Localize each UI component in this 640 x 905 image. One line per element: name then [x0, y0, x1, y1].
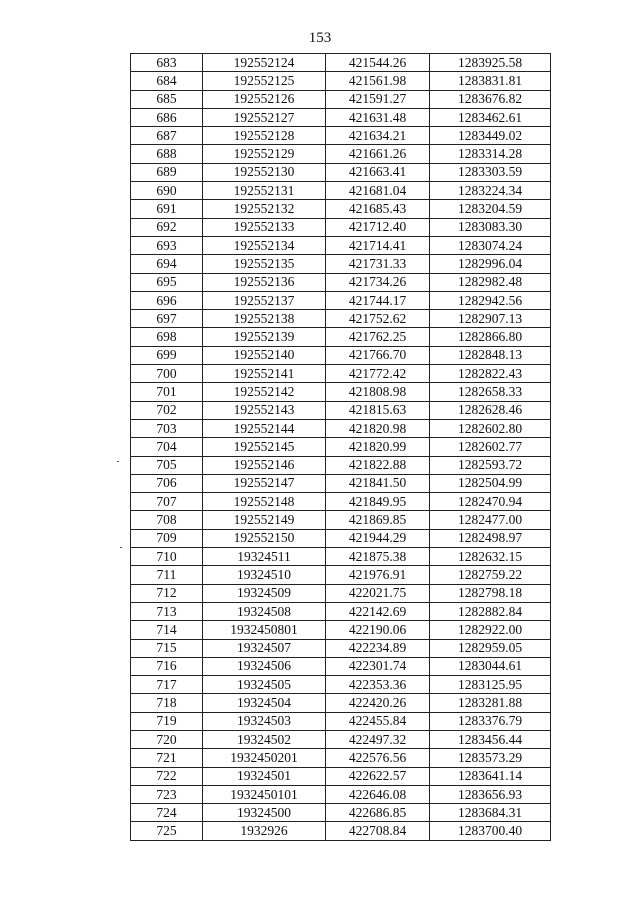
table-row — [131, 236, 551, 254]
table-row — [131, 584, 551, 602]
x-coordinate-cell: 421544.26 — [326, 54, 430, 72]
x-coordinate-cell: 422686.85 — [326, 804, 430, 822]
y-coordinate-cell: 1282602.80 — [430, 419, 551, 437]
row-number-cell: 685 — [131, 90, 203, 108]
x-coordinate-cell: 421663.41 — [326, 163, 430, 181]
y-coordinate-cell: 1282632.15 — [430, 548, 551, 566]
y-coordinate-cell: 1282922.00 — [430, 621, 551, 639]
x-coordinate-cell: 421875.38 — [326, 548, 430, 566]
row-number-cell: 713 — [131, 602, 203, 620]
row-number-cell: 702 — [131, 401, 203, 419]
point-id-cell: 192552137 — [203, 291, 326, 309]
y-coordinate-cell: 1283376.79 — [430, 712, 551, 730]
y-coordinate-cell: 1283456.44 — [430, 730, 551, 748]
x-coordinate-cell: 421820.98 — [326, 419, 430, 437]
x-coordinate-cell: 421734.26 — [326, 273, 430, 291]
table-row — [131, 804, 551, 822]
row-number-cell: 711 — [131, 566, 203, 584]
point-id-cell: 192552142 — [203, 383, 326, 401]
x-coordinate-cell: 421822.88 — [326, 456, 430, 474]
row-number-cell: 693 — [131, 236, 203, 254]
y-coordinate-cell: 1282959.05 — [430, 639, 551, 657]
table-row — [131, 657, 551, 675]
row-number-cell: 695 — [131, 273, 203, 291]
point-id-cell: 192552144 — [203, 419, 326, 437]
point-id-cell: 192552135 — [203, 255, 326, 273]
table-row — [131, 730, 551, 748]
table-row — [131, 328, 551, 346]
row-number-cell: 687 — [131, 127, 203, 145]
row-number-cell: 704 — [131, 438, 203, 456]
x-coordinate-cell: 421772.42 — [326, 365, 430, 383]
point-id-cell: 192552146 — [203, 456, 326, 474]
point-id-cell: 19324504 — [203, 694, 326, 712]
x-coordinate-cell: 422190.06 — [326, 621, 430, 639]
table-row — [131, 676, 551, 694]
point-id-cell: 192552131 — [203, 182, 326, 200]
row-number-cell: 698 — [131, 328, 203, 346]
table-row — [131, 291, 551, 309]
table-row — [131, 639, 551, 657]
scan-speck — [117, 461, 119, 462]
point-id-cell: 192552134 — [203, 236, 326, 254]
x-coordinate-cell: 421744.17 — [326, 291, 430, 309]
x-coordinate-cell: 421631.48 — [326, 108, 430, 126]
y-coordinate-cell: 1283303.59 — [430, 163, 551, 181]
point-id-cell: 192552139 — [203, 328, 326, 346]
row-number-cell: 686 — [131, 108, 203, 126]
y-coordinate-cell: 1282477.00 — [430, 511, 551, 529]
y-coordinate-cell: 1282848.13 — [430, 346, 551, 364]
point-id-cell: 19324506 — [203, 657, 326, 675]
row-number-cell: 712 — [131, 584, 203, 602]
y-coordinate-cell: 1283281.88 — [430, 694, 551, 712]
y-coordinate-cell: 1282866.80 — [430, 328, 551, 346]
y-coordinate-cell: 1282470.94 — [430, 493, 551, 511]
y-coordinate-cell: 1282504.99 — [430, 474, 551, 492]
x-coordinate-cell: 421752.62 — [326, 310, 430, 328]
row-number-cell: 683 — [131, 54, 203, 72]
row-number-cell: 710 — [131, 548, 203, 566]
point-id-cell: 192552124 — [203, 54, 326, 72]
y-coordinate-cell: 1283656.93 — [430, 785, 551, 803]
row-number-cell: 721 — [131, 749, 203, 767]
y-coordinate-cell: 1283462.61 — [430, 108, 551, 126]
point-id-cell: 1932450201 — [203, 749, 326, 767]
point-id-cell: 192552140 — [203, 346, 326, 364]
table-row — [131, 182, 551, 200]
y-coordinate-cell: 1283573.29 — [430, 749, 551, 767]
point-id-cell: 192552141 — [203, 365, 326, 383]
y-coordinate-cell: 1283449.02 — [430, 127, 551, 145]
table-row — [131, 474, 551, 492]
table-row — [131, 749, 551, 767]
row-number-cell: 688 — [131, 145, 203, 163]
row-number-cell: 717 — [131, 676, 203, 694]
x-coordinate-cell: 421762.25 — [326, 328, 430, 346]
x-coordinate-cell: 422353.36 — [326, 676, 430, 694]
x-coordinate-cell: 422646.08 — [326, 785, 430, 803]
row-number-cell: 707 — [131, 493, 203, 511]
x-coordinate-cell: 421808.98 — [326, 383, 430, 401]
point-id-cell: 1932926 — [203, 822, 326, 840]
table-row — [131, 145, 551, 163]
x-coordinate-cell: 422455.84 — [326, 712, 430, 730]
point-id-cell: 19324507 — [203, 639, 326, 657]
coordinates-table — [130, 53, 551, 841]
table-row — [131, 694, 551, 712]
page-number: 153 — [308, 30, 332, 46]
x-coordinate-cell: 421712.40 — [326, 218, 430, 236]
x-coordinate-cell: 422234.89 — [326, 639, 430, 657]
x-coordinate-cell: 421661.26 — [326, 145, 430, 163]
point-id-cell: 19324503 — [203, 712, 326, 730]
y-coordinate-cell: 1282498.97 — [430, 529, 551, 547]
row-number-cell: 708 — [131, 511, 203, 529]
point-id-cell: 192552145 — [203, 438, 326, 456]
point-id-cell: 192552150 — [203, 529, 326, 547]
table-row — [131, 511, 551, 529]
point-id-cell: 19324500 — [203, 804, 326, 822]
row-number-cell: 716 — [131, 657, 203, 675]
x-coordinate-cell: 421820.99 — [326, 438, 430, 456]
table-row — [131, 54, 551, 72]
table-row — [131, 566, 551, 584]
row-number-cell: 696 — [131, 291, 203, 309]
y-coordinate-cell: 1283083.30 — [430, 218, 551, 236]
y-coordinate-cell: 1283641.14 — [430, 767, 551, 785]
table-row — [131, 310, 551, 328]
row-number-cell: 703 — [131, 419, 203, 437]
table-row — [131, 602, 551, 620]
x-coordinate-cell: 422301.74 — [326, 657, 430, 675]
row-number-cell: 701 — [131, 383, 203, 401]
row-number-cell: 691 — [131, 200, 203, 218]
row-number-cell: 692 — [131, 218, 203, 236]
point-id-cell: 192552127 — [203, 108, 326, 126]
y-coordinate-cell: 1283831.81 — [430, 72, 551, 90]
x-coordinate-cell: 422142.69 — [326, 602, 430, 620]
row-number-cell: 723 — [131, 785, 203, 803]
y-coordinate-cell: 1282602.77 — [430, 438, 551, 456]
row-number-cell: 706 — [131, 474, 203, 492]
table-row — [131, 72, 551, 90]
point-id-cell: 192552126 — [203, 90, 326, 108]
table-row — [131, 346, 551, 364]
point-id-cell: 1932450801 — [203, 621, 326, 639]
point-id-cell: 192552129 — [203, 145, 326, 163]
point-id-cell: 192552125 — [203, 72, 326, 90]
x-coordinate-cell: 421685.43 — [326, 200, 430, 218]
table-row — [131, 419, 551, 437]
table-row — [131, 365, 551, 383]
table-row — [131, 218, 551, 236]
table-row — [131, 273, 551, 291]
point-id-cell: 19324509 — [203, 584, 326, 602]
point-id-cell: 19324501 — [203, 767, 326, 785]
coordinates-table-body — [131, 54, 551, 841]
row-number-cell: 724 — [131, 804, 203, 822]
x-coordinate-cell: 421976.91 — [326, 566, 430, 584]
x-coordinate-cell: 422622.57 — [326, 767, 430, 785]
y-coordinate-cell: 1282822.43 — [430, 365, 551, 383]
point-id-cell: 19324511 — [203, 548, 326, 566]
table-row — [131, 712, 551, 730]
table-row — [131, 548, 551, 566]
table-row — [131, 401, 551, 419]
point-id-cell: 192552132 — [203, 200, 326, 218]
table-row — [131, 163, 551, 181]
table-row — [131, 90, 551, 108]
y-coordinate-cell: 1283074.24 — [430, 236, 551, 254]
row-number-cell: 715 — [131, 639, 203, 657]
row-number-cell: 709 — [131, 529, 203, 547]
y-coordinate-cell: 1283044.61 — [430, 657, 551, 675]
x-coordinate-cell: 421634.21 — [326, 127, 430, 145]
scan-speck — [120, 547, 122, 548]
x-coordinate-cell: 421841.50 — [326, 474, 430, 492]
table-row — [131, 438, 551, 456]
point-id-cell: 1932450101 — [203, 785, 326, 803]
row-number-cell: 694 — [131, 255, 203, 273]
table-row — [131, 456, 551, 474]
y-coordinate-cell: 1283314.28 — [430, 145, 551, 163]
x-coordinate-cell: 421591.27 — [326, 90, 430, 108]
row-number-cell: 700 — [131, 365, 203, 383]
y-coordinate-cell: 1283224.34 — [430, 182, 551, 200]
y-coordinate-cell: 1282759.22 — [430, 566, 551, 584]
row-number-cell: 705 — [131, 456, 203, 474]
y-coordinate-cell: 1282658.33 — [430, 383, 551, 401]
y-coordinate-cell: 1283700.40 — [430, 822, 551, 840]
table-row — [131, 822, 551, 840]
x-coordinate-cell: 422708.84 — [326, 822, 430, 840]
point-id-cell: 192552143 — [203, 401, 326, 419]
point-id-cell: 192552138 — [203, 310, 326, 328]
table-row — [131, 493, 551, 511]
point-id-cell: 19324510 — [203, 566, 326, 584]
point-id-cell: 192552130 — [203, 163, 326, 181]
table-row — [131, 767, 551, 785]
row-number-cell: 719 — [131, 712, 203, 730]
row-number-cell: 714 — [131, 621, 203, 639]
y-coordinate-cell: 1283125.95 — [430, 676, 551, 694]
y-coordinate-cell: 1282942.56 — [430, 291, 551, 309]
x-coordinate-cell: 421944.29 — [326, 529, 430, 547]
point-id-cell: 192552133 — [203, 218, 326, 236]
row-number-cell: 684 — [131, 72, 203, 90]
point-id-cell: 192552147 — [203, 474, 326, 492]
y-coordinate-cell: 1282798.18 — [430, 584, 551, 602]
x-coordinate-cell: 421849.95 — [326, 493, 430, 511]
x-coordinate-cell: 421731.33 — [326, 255, 430, 273]
table-row — [131, 621, 551, 639]
x-coordinate-cell: 421766.70 — [326, 346, 430, 364]
table-row — [131, 108, 551, 126]
table-row — [131, 785, 551, 803]
row-number-cell: 720 — [131, 730, 203, 748]
x-coordinate-cell: 422576.56 — [326, 749, 430, 767]
y-coordinate-cell: 1282628.46 — [430, 401, 551, 419]
row-number-cell: 699 — [131, 346, 203, 364]
y-coordinate-cell: 1282593.72 — [430, 456, 551, 474]
y-coordinate-cell: 1283204.59 — [430, 200, 551, 218]
x-coordinate-cell: 421681.04 — [326, 182, 430, 200]
table-row — [131, 200, 551, 218]
point-id-cell: 192552149 — [203, 511, 326, 529]
y-coordinate-cell: 1283684.31 — [430, 804, 551, 822]
x-coordinate-cell: 421869.85 — [326, 511, 430, 529]
row-number-cell: 725 — [131, 822, 203, 840]
y-coordinate-cell: 1283676.82 — [430, 90, 551, 108]
row-number-cell: 690 — [131, 182, 203, 200]
x-coordinate-cell: 422497.32 — [326, 730, 430, 748]
x-coordinate-cell: 421815.63 — [326, 401, 430, 419]
y-coordinate-cell: 1283925.58 — [430, 54, 551, 72]
point-id-cell: 19324505 — [203, 676, 326, 694]
x-coordinate-cell: 422420.26 — [326, 694, 430, 712]
point-id-cell: 192552128 — [203, 127, 326, 145]
y-coordinate-cell: 1282982.48 — [430, 273, 551, 291]
x-coordinate-cell: 421561.98 — [326, 72, 430, 90]
point-id-cell: 19324502 — [203, 730, 326, 748]
x-coordinate-cell: 422021.75 — [326, 584, 430, 602]
table-row — [131, 127, 551, 145]
x-coordinate-cell: 421714.41 — [326, 236, 430, 254]
row-number-cell: 722 — [131, 767, 203, 785]
table-row — [131, 383, 551, 401]
point-id-cell: 19324508 — [203, 602, 326, 620]
y-coordinate-cell: 1282996.04 — [430, 255, 551, 273]
row-number-cell: 697 — [131, 310, 203, 328]
table-row — [131, 529, 551, 547]
table-row — [131, 255, 551, 273]
point-id-cell: 192552148 — [203, 493, 326, 511]
y-coordinate-cell: 1282882.84 — [430, 602, 551, 620]
row-number-cell: 718 — [131, 694, 203, 712]
y-coordinate-cell: 1282907.13 — [430, 310, 551, 328]
row-number-cell: 689 — [131, 163, 203, 181]
point-id-cell: 192552136 — [203, 273, 326, 291]
